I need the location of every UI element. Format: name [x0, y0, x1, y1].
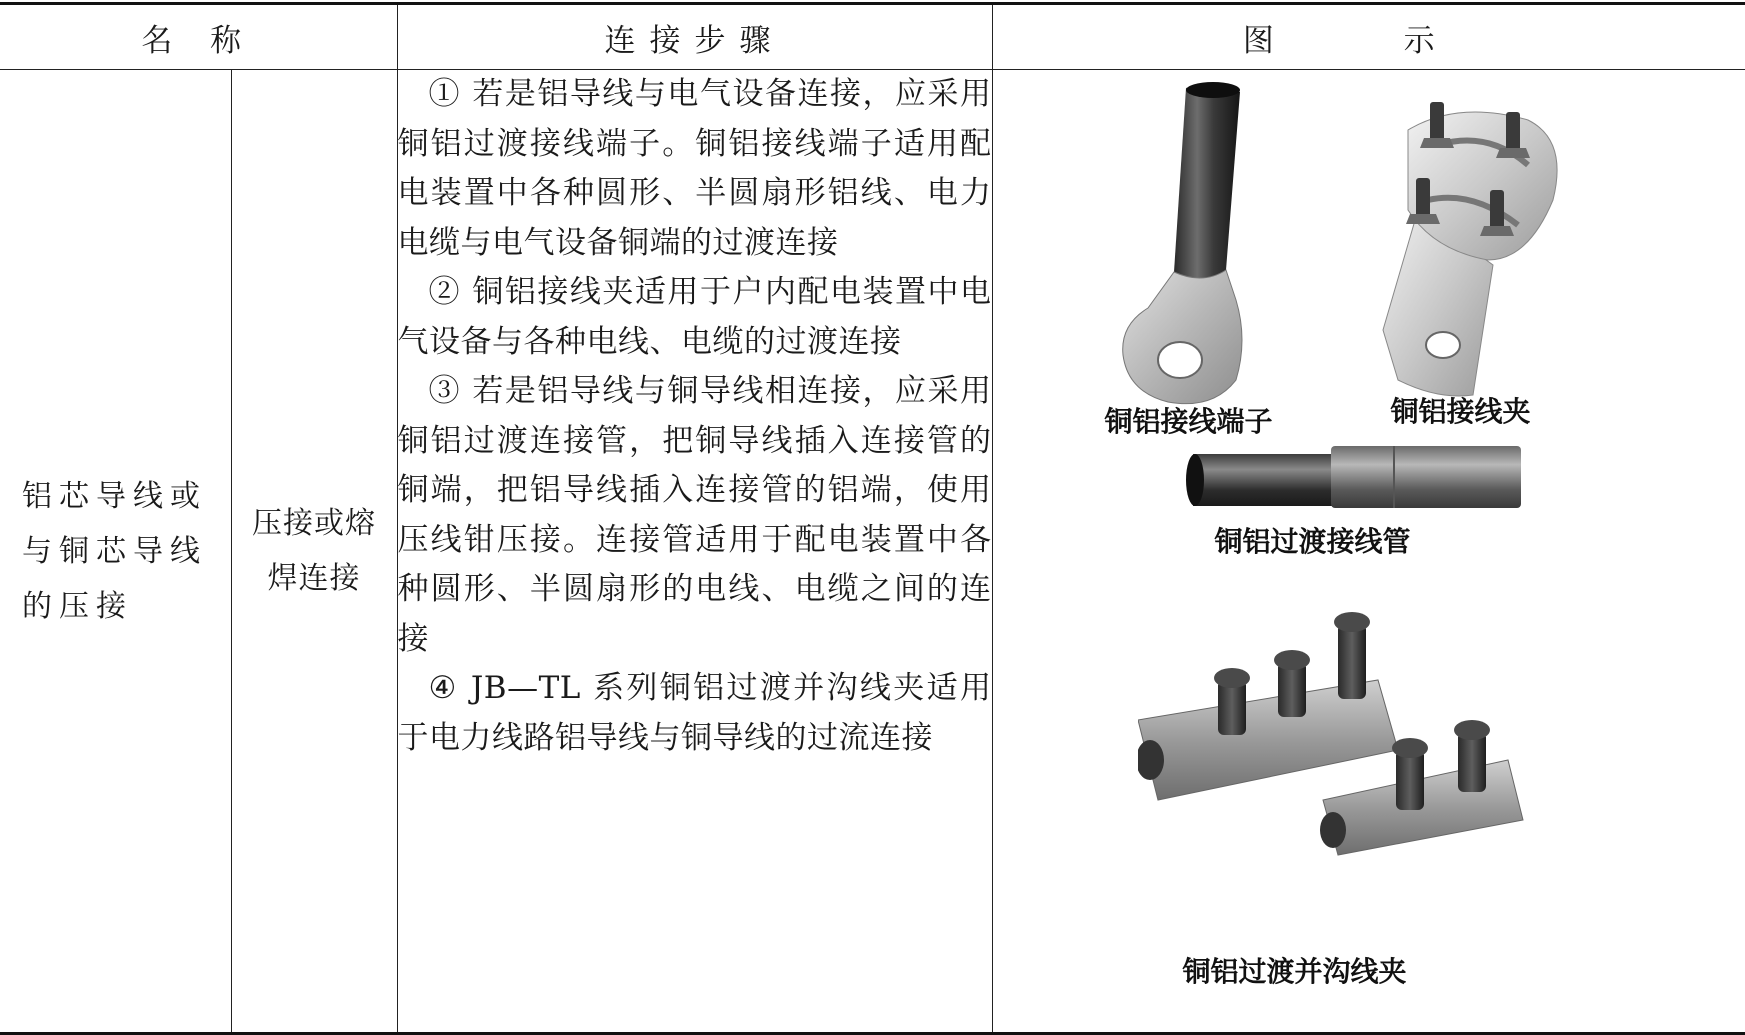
steps-cell [397, 70, 992, 1034]
row-name: 铝芯导线或与铜芯导线的压接 [22, 478, 207, 624]
terminal-caption: 铜铝接线端子 [1104, 405, 1273, 438]
table-row [0, 70, 1745, 1034]
clamp-caption: 铜铝接线夹 [1390, 395, 1531, 428]
figure-cell [992, 70, 1745, 1034]
step-3: ③ 若是铝导线与铜导线相连接，应采用铜铝过渡连接管，把铜导线插入连接管的铜端，把铝导线插入连接管的铝端，使用压线钳压接。连接管适用于配电装置中各种圆形、半圆扇形的电线、电缆之间的连接 [397, 373, 992, 657]
step-2: ② 铜铝接线夹适用于户内配电装置中电气设备与各种电线、电缆的过渡连接 [397, 274, 992, 360]
tube-caption: 铜铝过渡接线管 [1214, 525, 1411, 558]
clamp-image [1378, 90, 1578, 410]
header-name: 名 称 [0, 4, 397, 70]
transition-tube-image [1183, 440, 1528, 520]
row-method: 压接或熔焊连接 [252, 506, 376, 596]
connection-table [0, 2, 1745, 1035]
groove-clamp-caption: 铜铝过渡并沟线夹 [1182, 955, 1407, 988]
header-row [0, 4, 1745, 70]
figure-area [993, 70, 1745, 1032]
step-1: ① 若是铝导线与电气设备连接，应采用铜铝过渡接线端子。铜铝接线端子适用配电装置中各种圆形、半圆扇形铝线、电力电缆与电气设备铜端的过渡连接 [397, 76, 992, 261]
step-4: ④ JB—TL 系列铜铝过渡并沟线夹适用于电力线路铝导线与铜导线的过流连接 [397, 670, 992, 756]
name-cell [0, 70, 231, 1034]
method-cell [231, 70, 397, 1034]
header-steps: 连接步骤 [397, 4, 992, 70]
parallel-groove-clamp-image [1138, 610, 1538, 860]
header-figure: 图 示 [992, 4, 1745, 70]
terminal-lug-image [1108, 80, 1258, 410]
